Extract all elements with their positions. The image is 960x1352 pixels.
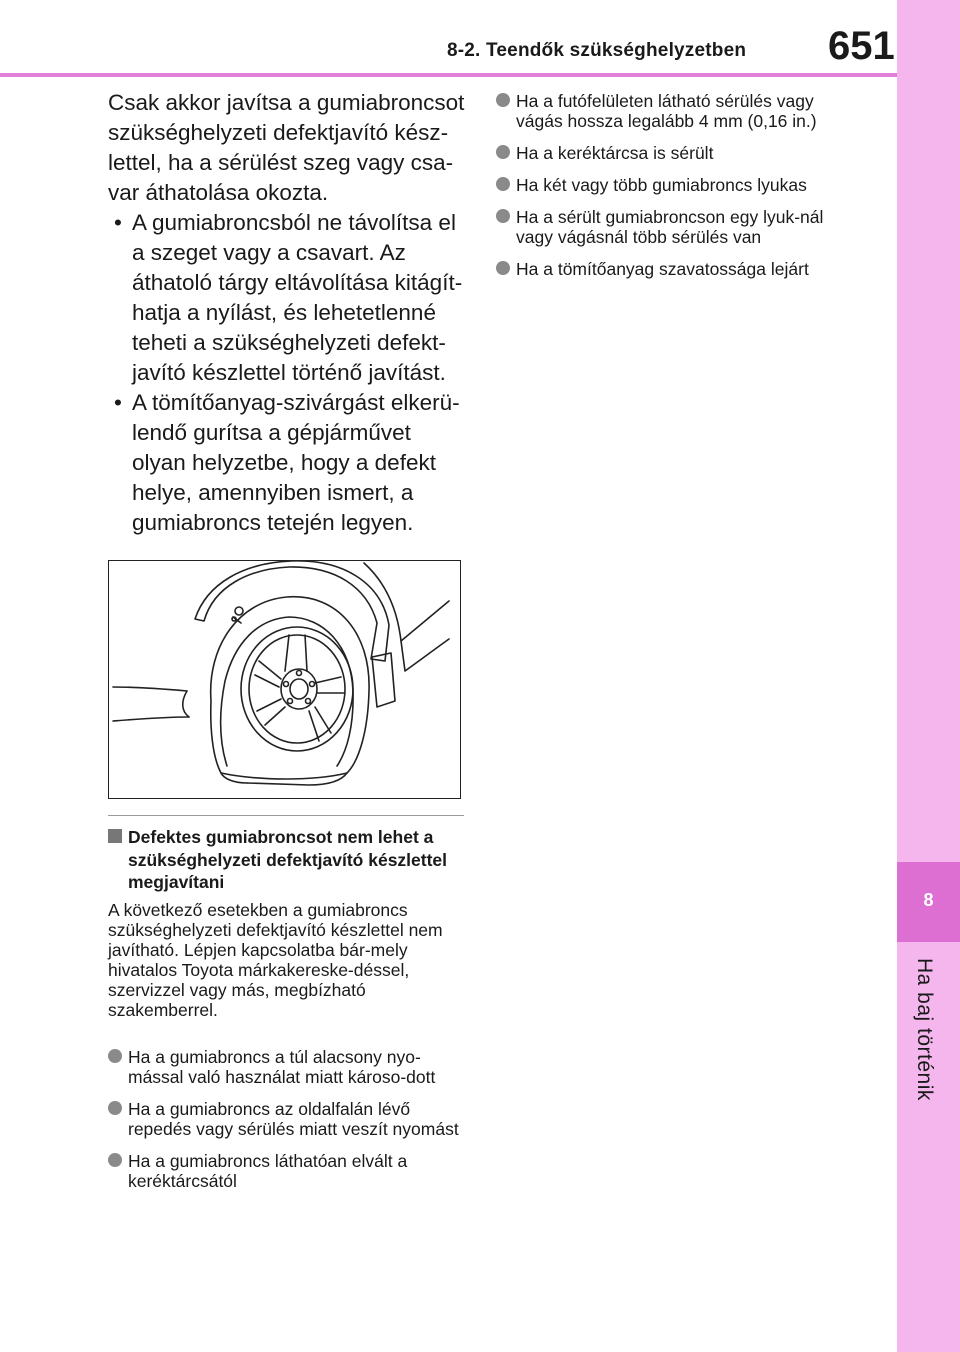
running-header-section: 8-2. Teendők szükséghelyzetben (447, 40, 747, 61)
circle-bullet-icon (496, 93, 510, 107)
section-paragraph: A következő esetekben a gumiabroncs szükséghelyzeti defektjavító készlettel nem javítható. Lépjen kapcsolatba bár-mely hivatalos Toyota márkakereske-déssel, szervizzel vagy más, megbízható szakemberrel. (108, 900, 443, 1020)
section-heading (108, 826, 468, 894)
header-rule (0, 73, 897, 77)
circle-bullet-icon (496, 261, 510, 275)
circle-bullet-icon (496, 177, 510, 191)
circle-bullet-icon (496, 209, 510, 223)
condition-item (496, 259, 856, 279)
condition-item (496, 175, 856, 195)
square-bullet-icon (108, 829, 122, 843)
conditions-list-right (496, 91, 856, 291)
tire-drawing (109, 561, 459, 797)
circle-bullet-icon (496, 145, 510, 159)
condition-text: Ha a keréktárcsa is sérült (516, 143, 714, 163)
condition-text: Ha a gumiabroncs a túl alacsony nyo-mással való használat miatt károso-dott (128, 1047, 436, 1087)
chapter-number: 8 (923, 890, 934, 910)
condition-item (496, 143, 856, 163)
condition-text: Ha a sérült gumiabroncson egy lyuk-nál vagy vágásnál több sérülés van (516, 207, 824, 247)
condition-item (496, 207, 856, 247)
condition-text: Ha két vagy több gumiabroncs lyukas (516, 175, 807, 195)
circle-bullet-icon (108, 1153, 122, 1167)
chapter-title: Ha baj történik (913, 958, 936, 1101)
flat-tire-illustration (108, 560, 461, 799)
conditions-list-left (108, 1047, 468, 1203)
intro-paragraph: Csak akkor javítsa a gumiabroncsot szükséghelyzeti defektjavító kész-lettel, ha a sérülést szeg vagy csa-var áthatolása okozta. (108, 90, 465, 205)
condition-item (108, 1099, 468, 1139)
condition-item (108, 1151, 468, 1191)
intro-bullet: • A tömítőanyag-szivárgást elkerü-lendő gurítsa a gépjárművet olyan helyzetbe, hogy a defekt helye, amennyiben ismert, a gumiabroncs tetején legyen. (108, 388, 468, 538)
condition-text: Ha a gumiabroncs az oldalfalán lévő repedés vagy sérülés miatt veszít nyomást (128, 1099, 459, 1139)
condition-text: Ha a gumiabroncs láthatóan elvált a keréktárcsától (128, 1151, 408, 1191)
condition-item (496, 91, 856, 131)
section-divider (108, 815, 464, 816)
circle-bullet-icon (108, 1049, 122, 1063)
condition-item (108, 1047, 468, 1087)
page-number: 651 (828, 24, 895, 68)
intro-bullet-list (108, 208, 468, 538)
circle-bullet-icon (108, 1101, 122, 1115)
intro-bullet: • A gumiabroncsból ne távolítsa el a szeget vagy a csavart. Az áthatoló tárgy eltávolítása kitágít-hatja a nyílást, és lehetetlenné teheti a szükséghelyzeti defekt-javító készlettel történő javítást. (108, 208, 468, 388)
chapter-side-tab (897, 0, 960, 1352)
condition-text: Ha a futófelületen látható sérülés vagy vágás hossza legalább 4 mm (0,16 in.) (516, 91, 817, 131)
intro-block (108, 88, 468, 538)
section-heading-text: Defektes gumiabroncsot nem lehet a szükséghelyzeti defektjavító készlettel megjavítani (128, 827, 448, 892)
condition-text: Ha a tömítőanyag szavatossága lejárt (516, 259, 809, 279)
